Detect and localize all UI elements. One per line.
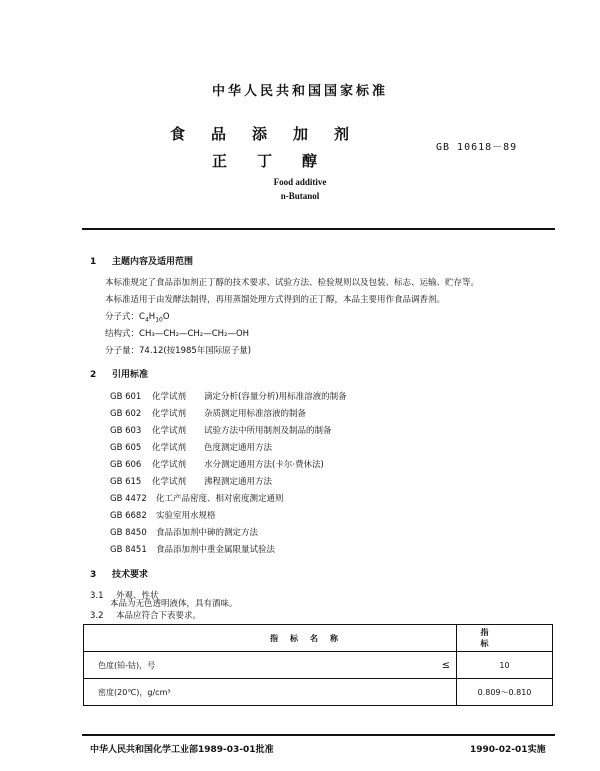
requirements-table (83, 624, 553, 706)
table-header-row (84, 625, 553, 652)
ref-name: 食品添加剂中重金属限量试验法 (156, 545, 276, 555)
subsection-number: 3.2 (90, 611, 104, 621)
reference-item (110, 543, 275, 555)
section-1-paragraph-2: 本标准适用于由发酵法制得，再用蒸馏处理方式得到的正丁醇，本品主要用作食品调香剂。 (105, 295, 446, 305)
formula-c: C (139, 312, 145, 322)
ref-code: GB 605 (110, 443, 142, 453)
ref-category: 化学试剂 (152, 443, 187, 453)
table-row (84, 679, 553, 706)
section-1-heading (90, 254, 193, 267)
section-number: 2 (90, 370, 97, 380)
structural-formula (105, 327, 249, 339)
ref-name: 食品添加剂中砷的测定方法 (156, 528, 259, 538)
formula-c-sub: 4 (144, 316, 149, 324)
reference-item (110, 526, 258, 538)
subsection-3-2 (90, 609, 201, 621)
row-value: 10 (457, 652, 553, 679)
header-item-value: 指标 (457, 625, 553, 652)
appearance-text: 本品为无色透明液体，具有酒味。 (110, 599, 238, 609)
title-cn-line1: 食品添加剂 (170, 125, 376, 143)
ref-code: GB 615 (110, 477, 142, 487)
section-2-heading (90, 367, 148, 380)
ref-name: 实验室用水规格 (156, 511, 216, 521)
reference-item (110, 458, 324, 470)
section-number: 3 (90, 570, 97, 580)
formula-h: H (148, 312, 156, 322)
effective-date: 1990-02-01实施 (470, 745, 546, 755)
header-rule (82, 228, 555, 230)
section-title: 引用标准 (112, 370, 149, 380)
reference-item (110, 424, 332, 436)
reference-item (110, 509, 216, 521)
ref-category: 化学试剂 (152, 426, 187, 436)
section-number: 1 (90, 257, 97, 267)
molecular-formula (105, 310, 170, 324)
ref-code: GB 8451 (110, 545, 147, 555)
subsection-title: 外观、性状 (116, 591, 159, 601)
header-item-name: 指标名称 (84, 625, 457, 652)
reference-item (110, 475, 272, 487)
ref-name: 水分测定通用方法(卡尔·费休法) (204, 460, 324, 470)
reference-item (110, 492, 284, 504)
row-name: 色度(铂-钴)，号 (84, 652, 311, 679)
ref-name: 滴定分析(容量分析)用标准溶液的制备 (204, 392, 347, 402)
mw-label: 分子量： (105, 346, 140, 356)
formula-h-sub: 10 (155, 316, 163, 324)
standard-header: 中华人民共和国国家标准 (211, 84, 388, 99)
subsection-text: 本品应符合下表要求。 (116, 611, 202, 621)
formula-o: O (162, 312, 170, 322)
ref-name: 杂质测定用标准溶液的制备 (204, 409, 307, 419)
row-value: 0.809～0.810 (457, 679, 553, 706)
formula-label: 分子式： (105, 312, 140, 322)
section-1-paragraph-1: 本标准规定了食品添加剂正丁醇的技术要求、试验方法、检验规则以及包装、标志、运输、贮存等。 (105, 278, 480, 288)
structure-value: CH₃—CH₂—CH₂—CH₂—OH (139, 329, 250, 339)
section-title: 技术要求 (112, 570, 149, 580)
row-operator: ≤ (310, 652, 457, 679)
ref-name: 试验方法中所用制剂及制品的制备 (204, 426, 332, 436)
ref-code: GB 601 (110, 392, 142, 402)
title-en-line1: Food additive (273, 177, 327, 187)
ref-category: 化学试剂 (152, 409, 187, 419)
reference-item (110, 441, 272, 453)
standard-number: GB 10618－89 (436, 142, 518, 153)
ref-code: GB 8450 (110, 528, 147, 538)
approval-note: 中华人民共和国化学工业部1989-03-01批准 (90, 745, 274, 755)
title-cn-line2: 正丁醇 (212, 152, 348, 170)
ref-category: 化学试剂 (152, 392, 187, 402)
reference-item (110, 390, 347, 402)
ref-name: 化工产品密度、相对密度测定通则 (156, 494, 284, 504)
mw-value: 74.12(按1985年国际原子量) (139, 346, 252, 356)
ref-code: GB 603 (110, 426, 142, 436)
ref-code: GB 606 (110, 460, 142, 470)
ref-code: GB 602 (110, 409, 142, 419)
title-en-line2: n-Butanol (280, 191, 320, 201)
ref-category: 化学试剂 (152, 477, 187, 487)
section-title: 主题内容及适用范围 (112, 257, 194, 267)
ref-code: GB 4472 (110, 494, 147, 504)
section-3-heading (90, 567, 148, 580)
footer-rule (82, 734, 555, 736)
molecular-weight (105, 344, 251, 356)
table-row (84, 652, 553, 679)
structure-label: 结构式： (105, 329, 140, 339)
ref-name: 沸程测定通用方法 (204, 477, 273, 487)
row-operator (310, 679, 457, 706)
ref-category: 化学试剂 (152, 460, 187, 470)
subsection-number: 3.1 (90, 591, 104, 601)
row-name: 密度(20℃)，g/cm³ (84, 679, 311, 706)
reference-item (110, 407, 306, 419)
ref-code: GB 6682 (110, 511, 147, 521)
ref-name: 色度测定通用方法 (204, 443, 273, 453)
